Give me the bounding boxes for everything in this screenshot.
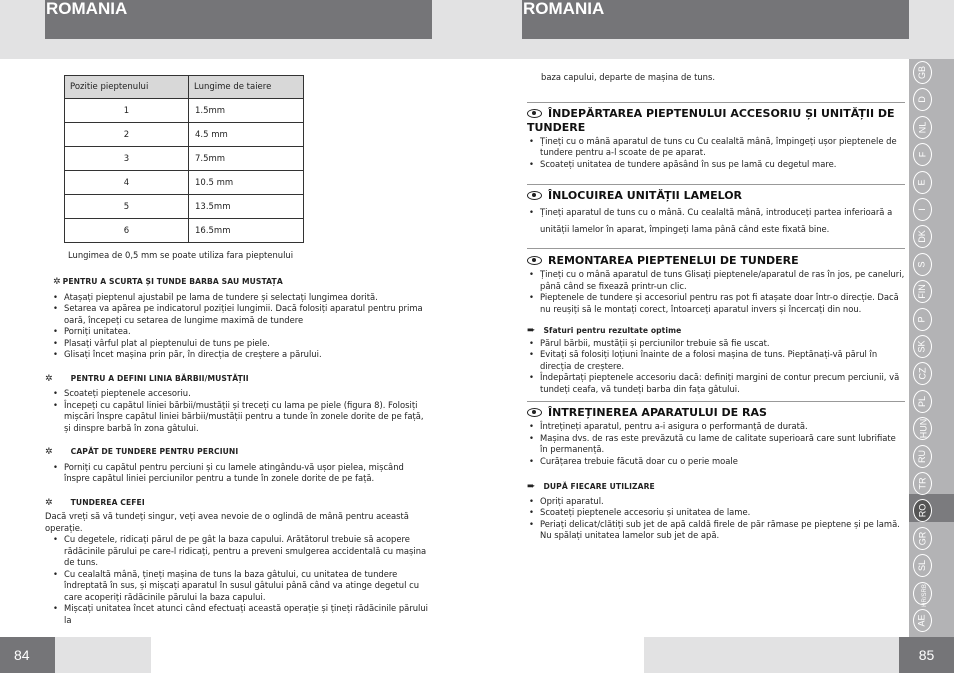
table-row — [65, 171, 304, 195]
after-use-list — [527, 496, 905, 542]
sideburns-steps-list — [51, 462, 430, 485]
section-title-neckline: ✲ TUNDEREA CEFEI — [45, 497, 145, 508]
list-item: • Opriți aparatul. — [527, 496, 905, 508]
arrow-right-icon: ➨ — [527, 325, 536, 336]
list-item: • Porniți unitatea. — [51, 326, 430, 338]
replacing-steps-list — [527, 204, 905, 238]
refitting-steps-list — [527, 269, 905, 315]
eye-icon — [527, 109, 542, 118]
section-heading: ÎNLOCUIREA UNITĂȚII LAMELOR — [527, 189, 905, 203]
section-removing-comb — [527, 102, 905, 171]
table-row — [65, 99, 304, 123]
language-tab-label: CZ — [917, 367, 927, 380]
list-item: • Plasați vârful plat al pieptenului de tuns pe piele. — [51, 338, 430, 350]
section-title-beardline: ✲ PENTRU A DEFINI LINIA BĂRBII/MUSTĂȚII — [45, 373, 249, 384]
table-cell-length: 1.5mm — [189, 99, 304, 123]
table-cell-position: 2 — [65, 123, 189, 147]
table-cell-position: 5 — [65, 195, 189, 219]
language-tab-i[interactable] — [913, 198, 932, 221]
eye-icon — [527, 191, 542, 200]
language-tab-label: RU — [917, 449, 927, 463]
list-item: • Țineți cu o mână aparatul de tuns Glisați pieptenele/aparatul de ras în jos, pe caneluri, până când se fixează printr-un clic. — [527, 269, 905, 292]
table-cell-length: 7.5mm — [189, 147, 304, 171]
language-tab-label: SL — [916, 560, 927, 572]
eye-icon — [527, 256, 542, 265]
asterisk-icon: ✲ — [45, 447, 53, 457]
tips-list — [527, 338, 905, 396]
asterisk-icon: ✲ — [45, 373, 53, 384]
list-item: • Țineți cu o mână aparatul de tuns cu Cu cealaltă mână, împingeți ușor pieptenele de tundere pentru a-l scoate de pe aparat. — [527, 136, 905, 159]
list-item: • Curățarea trebuie făcută doar cu o perie moale — [527, 456, 905, 468]
language-tab-label: RO — [917, 504, 927, 518]
language-tab-label: NL — [916, 121, 927, 134]
page-number-right: 85 — [899, 637, 954, 673]
language-tab-label: SK — [916, 340, 927, 353]
language-tab-e[interactable] — [913, 171, 932, 194]
footer-band-right — [644, 637, 899, 673]
language-tab-nl[interactable] — [913, 116, 932, 139]
list-item: • Porniți cu capătul pentru perciuni și cu lamele atingându-vă ușor pielea, mișcând înspre capătul liniei perciunilor pentru a tunde în zonele dorite de pe față. — [51, 462, 430, 485]
list-item: • Pieptenele de tundere și accesoriul pentru ras pot fi atașate doar într-o direcție. Dacă nu reușiți să le montați corect, întoarceți aparatul invers și încercați din nou. — [527, 292, 905, 315]
maintenance-list — [527, 421, 905, 467]
language-tab-ae[interactable] — [913, 609, 932, 632]
table-row — [65, 219, 304, 243]
list-item: • Cu degetele, ridicați părul de pe gât la baza capului. Arătătorul trebuie să acopere rădăcinile părului pe care-l ridicați, pentru a preveni smulgerea accidentală cu mașina de tuns. — [51, 534, 430, 569]
list-item: • Părul bărbii, mustății și perciunilor trebuie să fie uscat. — [527, 338, 905, 350]
language-tab-label: FIN — [917, 284, 927, 299]
asterisk-icon: ✲ — [53, 277, 61, 287]
language-tab-label: DK — [916, 230, 927, 244]
section-refitting-comb — [527, 248, 905, 315]
language-tab-label: P — [916, 316, 927, 323]
table-cell-length: 10.5 mm — [189, 171, 304, 195]
table-header-row — [65, 76, 304, 99]
table-row — [65, 195, 304, 219]
language-tab-label: AE — [916, 614, 927, 627]
section-heading: ÎNTREȚINEREA APARATULUI DE RAS — [527, 406, 905, 420]
language-tab-hr-srb[interactable] — [913, 582, 932, 605]
eye-icon — [527, 408, 542, 417]
table-note: Lungimea de 0,5 mm se poate utiliza fara pieptenului — [68, 250, 294, 260]
asterisk-icon: ✲ — [45, 497, 53, 508]
language-tab-ru[interactable] — [913, 445, 932, 468]
tips-heading: ➨ Sfaturi pentru rezultate optime — [527, 325, 682, 336]
page-header-right: ROMANIA — [522, 0, 909, 39]
table-header-cell: Pozitie pieptenului — [65, 76, 189, 99]
table-row — [65, 147, 304, 171]
language-tab-label: S — [916, 261, 927, 268]
list-item: • Scoateți pieptenele accesoriu și unitatea de lame. — [527, 507, 905, 519]
language-tab-gr[interactable] — [913, 527, 932, 550]
language-tab-label: TR — [917, 477, 927, 490]
language-tab-p[interactable] — [913, 308, 932, 331]
cutting-length-table — [64, 75, 304, 243]
list-item: • Atașați pieptenul ajustabil pe lama de tundere și selectați lungimea dorită. — [51, 292, 430, 304]
language-tab-sk[interactable] — [913, 335, 932, 358]
language-tab-gb[interactable] — [913, 61, 932, 84]
language-tab-tr[interactable] — [913, 472, 932, 495]
table-cell-position: 1 — [65, 99, 189, 123]
footer-band-left — [55, 637, 151, 673]
page-header-left: ROMANIA — [45, 0, 432, 39]
language-tab-label: HR/SRB — [921, 583, 928, 607]
language-tab-pl[interactable] — [913, 390, 932, 413]
list-item: • Cu cealaltă mână, țineți mașina de tuns la baza gâtului, cu unitatea de tundere îndreptată în sus, și mișcați aparatul în susul gâtului până când va atinge degetul cu care acoperiți rădăcinile părului la baza capului. — [51, 569, 430, 604]
table-cell-position: 4 — [65, 171, 189, 195]
section-maintenance — [527, 401, 905, 467]
neckline-intro: Dacă vreți să vă tundeți singur, veți avea nevoie de o oglindă de mână pentru această operație. — [45, 511, 409, 533]
list-item: • Întrețineți aparatul, pentru a-i asigura o performanță de durată. — [527, 421, 905, 433]
after-use-heading: ➨ DUPĂ FIECARE UTILIZARE — [527, 481, 655, 492]
language-tab-hun[interactable] — [913, 417, 932, 440]
section-title-sideburns: ✲ CAPĂT DE TUNDERE PENTRU PERCIUNI — [45, 447, 239, 457]
table-row — [65, 123, 304, 147]
table-header-cell: Lungime de taiere — [189, 76, 304, 99]
continued-text: baza capului, departe de mașina de tuns. — [541, 72, 716, 82]
table-cell-length: 13.5mm — [189, 195, 304, 219]
table-cell-position: 3 — [65, 147, 189, 171]
section-replacing-blades — [527, 184, 905, 238]
list-item: • Scoateți pieptenele accesoriu. — [51, 388, 430, 400]
language-tab-s[interactable] — [913, 253, 932, 276]
section-heading: ÎNDEPĂRTAREA PIEPTENULUI ACCESORIU ȘI UNITĂȚII DE TUNDERE — [527, 106, 895, 134]
left-column — [45, 276, 430, 626]
language-tab-label: F — [917, 151, 927, 158]
arrow-right-icon: ➨ — [527, 481, 536, 492]
list-item: • Scoateți unitatea de tundere apăsând în sus pe lamă cu degetul mare. — [527, 159, 905, 171]
list-item: • Începeți cu capătul liniei bărbii/mustății și treceți cu lama pe piele (figura 8). Folosiți mișcări înspre capătul liniei bărbii/mustății pentru a tunde în zonele dorite de pe față, și dinspre barbă în zona gâtului. — [51, 400, 430, 435]
table-cell-position: 6 — [65, 219, 189, 243]
neckline-steps-list — [51, 534, 430, 626]
beard-steps-list — [51, 292, 430, 361]
list-item: • Țineți aparatul de tuns cu o mână. Cu cealaltă mână, introduceți partea inferioară a unității lamelor în aparat, împingeți lama până când este fixată bine. — [527, 204, 905, 238]
language-tab-label: HUN — [918, 418, 929, 439]
language-tab-label: E — [916, 179, 927, 186]
language-tab-label: D — [917, 96, 927, 104]
language-tab-label: GB — [916, 65, 927, 80]
language-tab-label: PL — [916, 395, 927, 407]
table-cell-length: 4.5 mm — [189, 123, 304, 147]
list-item: • Evitați să folosiți loțiuni înainte de a folosi mașina de tuns. Pieptănați-vă părul în direcția de creștere. — [527, 349, 905, 372]
list-item: • Mașina dvs. de ras este prevăzută cu lame de calitate superioară care sunt lubrifiate în permanență. — [527, 433, 905, 456]
section-title-beard: ✲ PENTRU A SCURTA ȘI TUNDE BARBA SAU MUSTAȚA — [53, 277, 283, 287]
section-heading: REMONTAREA PIEPTENELUI DE TUNDERE — [527, 254, 905, 268]
list-item: • Îndepărtați pieptenele accesoriu dacă: definiți margini de contur precum perciunii, vă tundeți ceafa, vă tundeți barba din fața gâtului. — [527, 372, 905, 395]
removing-steps-list — [527, 136, 905, 171]
table-cell-length: 16.5mm — [189, 219, 304, 243]
language-tab-label: I — [916, 208, 927, 211]
list-item: • Glisați încet mașina prin păr, în direcția de creștere a părului. — [51, 349, 430, 361]
list-item: • Mișcați unitatea încet atunci când efectuați această operație și țineți rădăcinile părului la — [51, 603, 430, 626]
list-item: • Setarea va apărea pe indicatorul poziției lungimii. Dacă folosiți aparatul pentru prima oară, începeți cu setarea de lungime maximă de tundere — [51, 303, 430, 326]
language-tab-label: GR — [917, 531, 927, 546]
page-number-left: 84 — [0, 637, 55, 673]
list-item: • Periați delicat/clătiți sub jet de apă caldă firele de păr rămase pe pieptene și pe lamă. Nu spălați unitatea lamelor sub jet de apă. — [527, 519, 905, 542]
beardline-steps-list — [51, 388, 430, 434]
right-column — [527, 72, 905, 542]
